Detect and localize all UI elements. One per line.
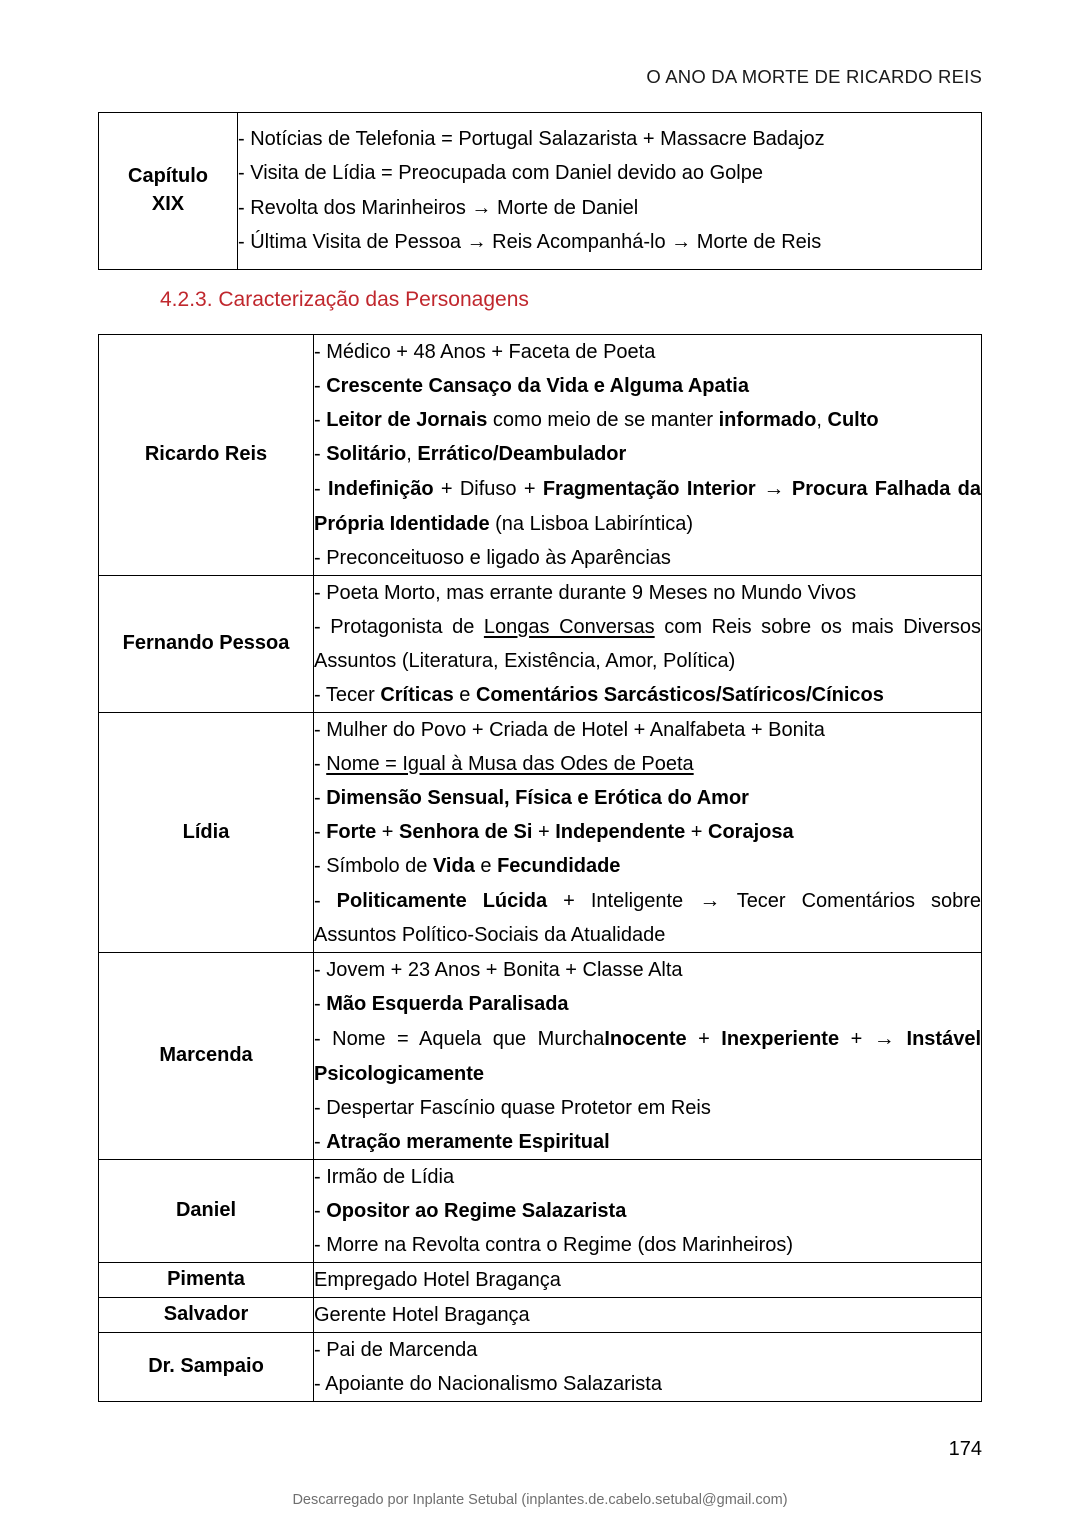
character-name: Pimenta [167,1268,245,1291]
character-trait-line: - Pai de Marcenda [314,1339,478,1362]
character-name: Dr. Sampaio [148,1355,264,1378]
character-name: Fernando Pessoa [122,631,290,654]
chapter-line: - Visita de Lídia = Preocupada com Daniel devido ao Golpe [238,162,763,185]
character-trait-line: - Protagonista de Longas Conversas com Reis sobre os mais Diversos Assuntos (Literatura, Existência, Amor, Política) [314,615,981,672]
character-trait-line: - Irmão de Lídia [314,1166,455,1189]
character-traits-cell [314,953,982,1160]
character-trait-line: - Tecer Críticas e Comentários Sarcásticos/Satíricos/Cínicos [314,683,884,706]
character-traits-cell [314,712,982,953]
chapter-label-line-2: XIX [151,192,185,215]
character-name-cell [99,1263,314,1298]
character-name-cell [99,953,314,1160]
character-traits-cell [314,1298,982,1333]
table-row [99,113,982,270]
table-row [99,953,982,1160]
right-arrow-icon: → [755,477,792,500]
character-trait-line: - Indefinição + Difuso + Fragmentação Interior → Procura Falhada da Própria Identidade (na Lisboa Labiríntica) [314,477,982,535]
character-description-table [98,334,982,1402]
character-name-cell [99,1333,314,1402]
table-row [99,1333,982,1402]
chapter-line: - Última Visita de Pessoa → Reis Acompanhá-lo → Morte de Reis [238,231,822,254]
running-header-title: O ANO DA MORTE DE RICARDO REIS [646,66,982,87]
character-name-cell [99,335,314,576]
character-trait-line: Gerente Hotel Bragança [314,1304,530,1327]
section-heading: 4.2.3. Caracterização das Personagens [160,288,529,311]
underlined-text: Nome = Igual à Musa das Odes de Poeta [326,752,694,775]
character-name-cell [99,1298,314,1333]
chapter-line: - Revolta dos Marinheiros → Morte de Daniel [238,196,639,219]
download-watermark: Descarregado por Inplante Setubal (inplantes.de.cabelo.setubal@gmail.com) [292,1492,788,1508]
character-trait-line: - Politicamente Lúcida + Inteligente → Tecer Comentários sobre Assuntos Político-Sociais da Atualidade [314,888,981,947]
table-row [99,1160,982,1263]
character-name: Lídia [182,820,230,843]
character-name: Marcenda [159,1044,253,1067]
character-trait-line: - Despertar Fascínio quase Protetor em Reis [314,1097,711,1120]
character-traits-cell [314,575,982,712]
character-trait-line: - Opositor ao Regime Salazarista [314,1200,627,1223]
character-trait-line: - Apoiante do Nacionalismo Salazarista [314,1373,662,1396]
chapter-label-line-1: Capítulo [128,165,208,188]
character-traits-cell [314,335,982,576]
character-trait-line: - Solitário, Errático/Deambulador [314,443,627,465]
character-trait-line: - Poeta Morto, mas errante durante 9 Meses no Mundo Vivos [314,581,857,604]
character-name: Salvador [163,1303,249,1326]
character-name-cell [99,575,314,712]
character-trait-line: Empregado Hotel Bragança [314,1269,561,1292]
underlined-text: Longas Conversas [483,615,655,638]
character-name: Ricardo Reis [144,443,268,466]
character-trait-line: - Mulher do Povo + Criada de Hotel + Analfabeta + Bonita [314,718,825,741]
character-name: Daniel [175,1199,237,1222]
character-trait-line: - Preconceituoso e ligado às Aparências [314,546,671,569]
character-trait-line: - Nome = Aquela que MurchaInocente + Inexperiente + → Instável Psicologicamente [314,1027,981,1086]
character-trait-line: - Símbolo de Vida e Fecundidade [314,854,621,877]
table-row [99,575,982,712]
chapter-line: - Notícias de Telefonia = Portugal Salazarista + Massacre Badajoz [238,128,825,150]
character-trait-line: - Forte + Senhora de Si + Independente + Corajosa [314,820,794,843]
chapter-summary-table [98,112,982,270]
character-name-cell [99,712,314,953]
table-row [99,1298,982,1333]
character-name-cell [99,1160,314,1263]
character-traits-cell [314,1160,982,1263]
chapter-content-cell [238,113,982,270]
character-trait-line: - Crescente Cansaço da Vida e Alguma Apatia [314,375,749,397]
character-trait-line: - Leitor de Jornais como meio de se manter informado, Culto [314,409,879,431]
table-row [99,1263,982,1298]
character-trait-line: - Jovem + 23 Anos + Bonita + Classe Alta [314,959,683,982]
right-arrow-icon: → [873,1027,907,1051]
right-arrow-icon: → [683,888,737,912]
table-row [99,335,982,576]
character-trait-line: - Mão Esquerda Paralisada [314,993,569,1016]
character-trait-line: - Morre na Revolta contra o Regime (dos Marinheiros) [314,1234,794,1257]
page-number: 174 [948,1438,982,1460]
character-trait-line: - Médico + 48 Anos + Faceta de Poeta [314,341,656,363]
character-trait-line: - Nome = Igual à Musa das Odes de Poeta [314,752,694,775]
chapter-label-cell [99,113,238,270]
character-trait-line: - Atração meramente Espiritual [314,1131,610,1154]
character-traits-cell [314,1333,982,1402]
character-traits-cell [314,1263,982,1298]
character-trait-line: - Dimensão Sensual, Física e Erótica do Amor [314,786,749,809]
table-row [99,712,982,953]
